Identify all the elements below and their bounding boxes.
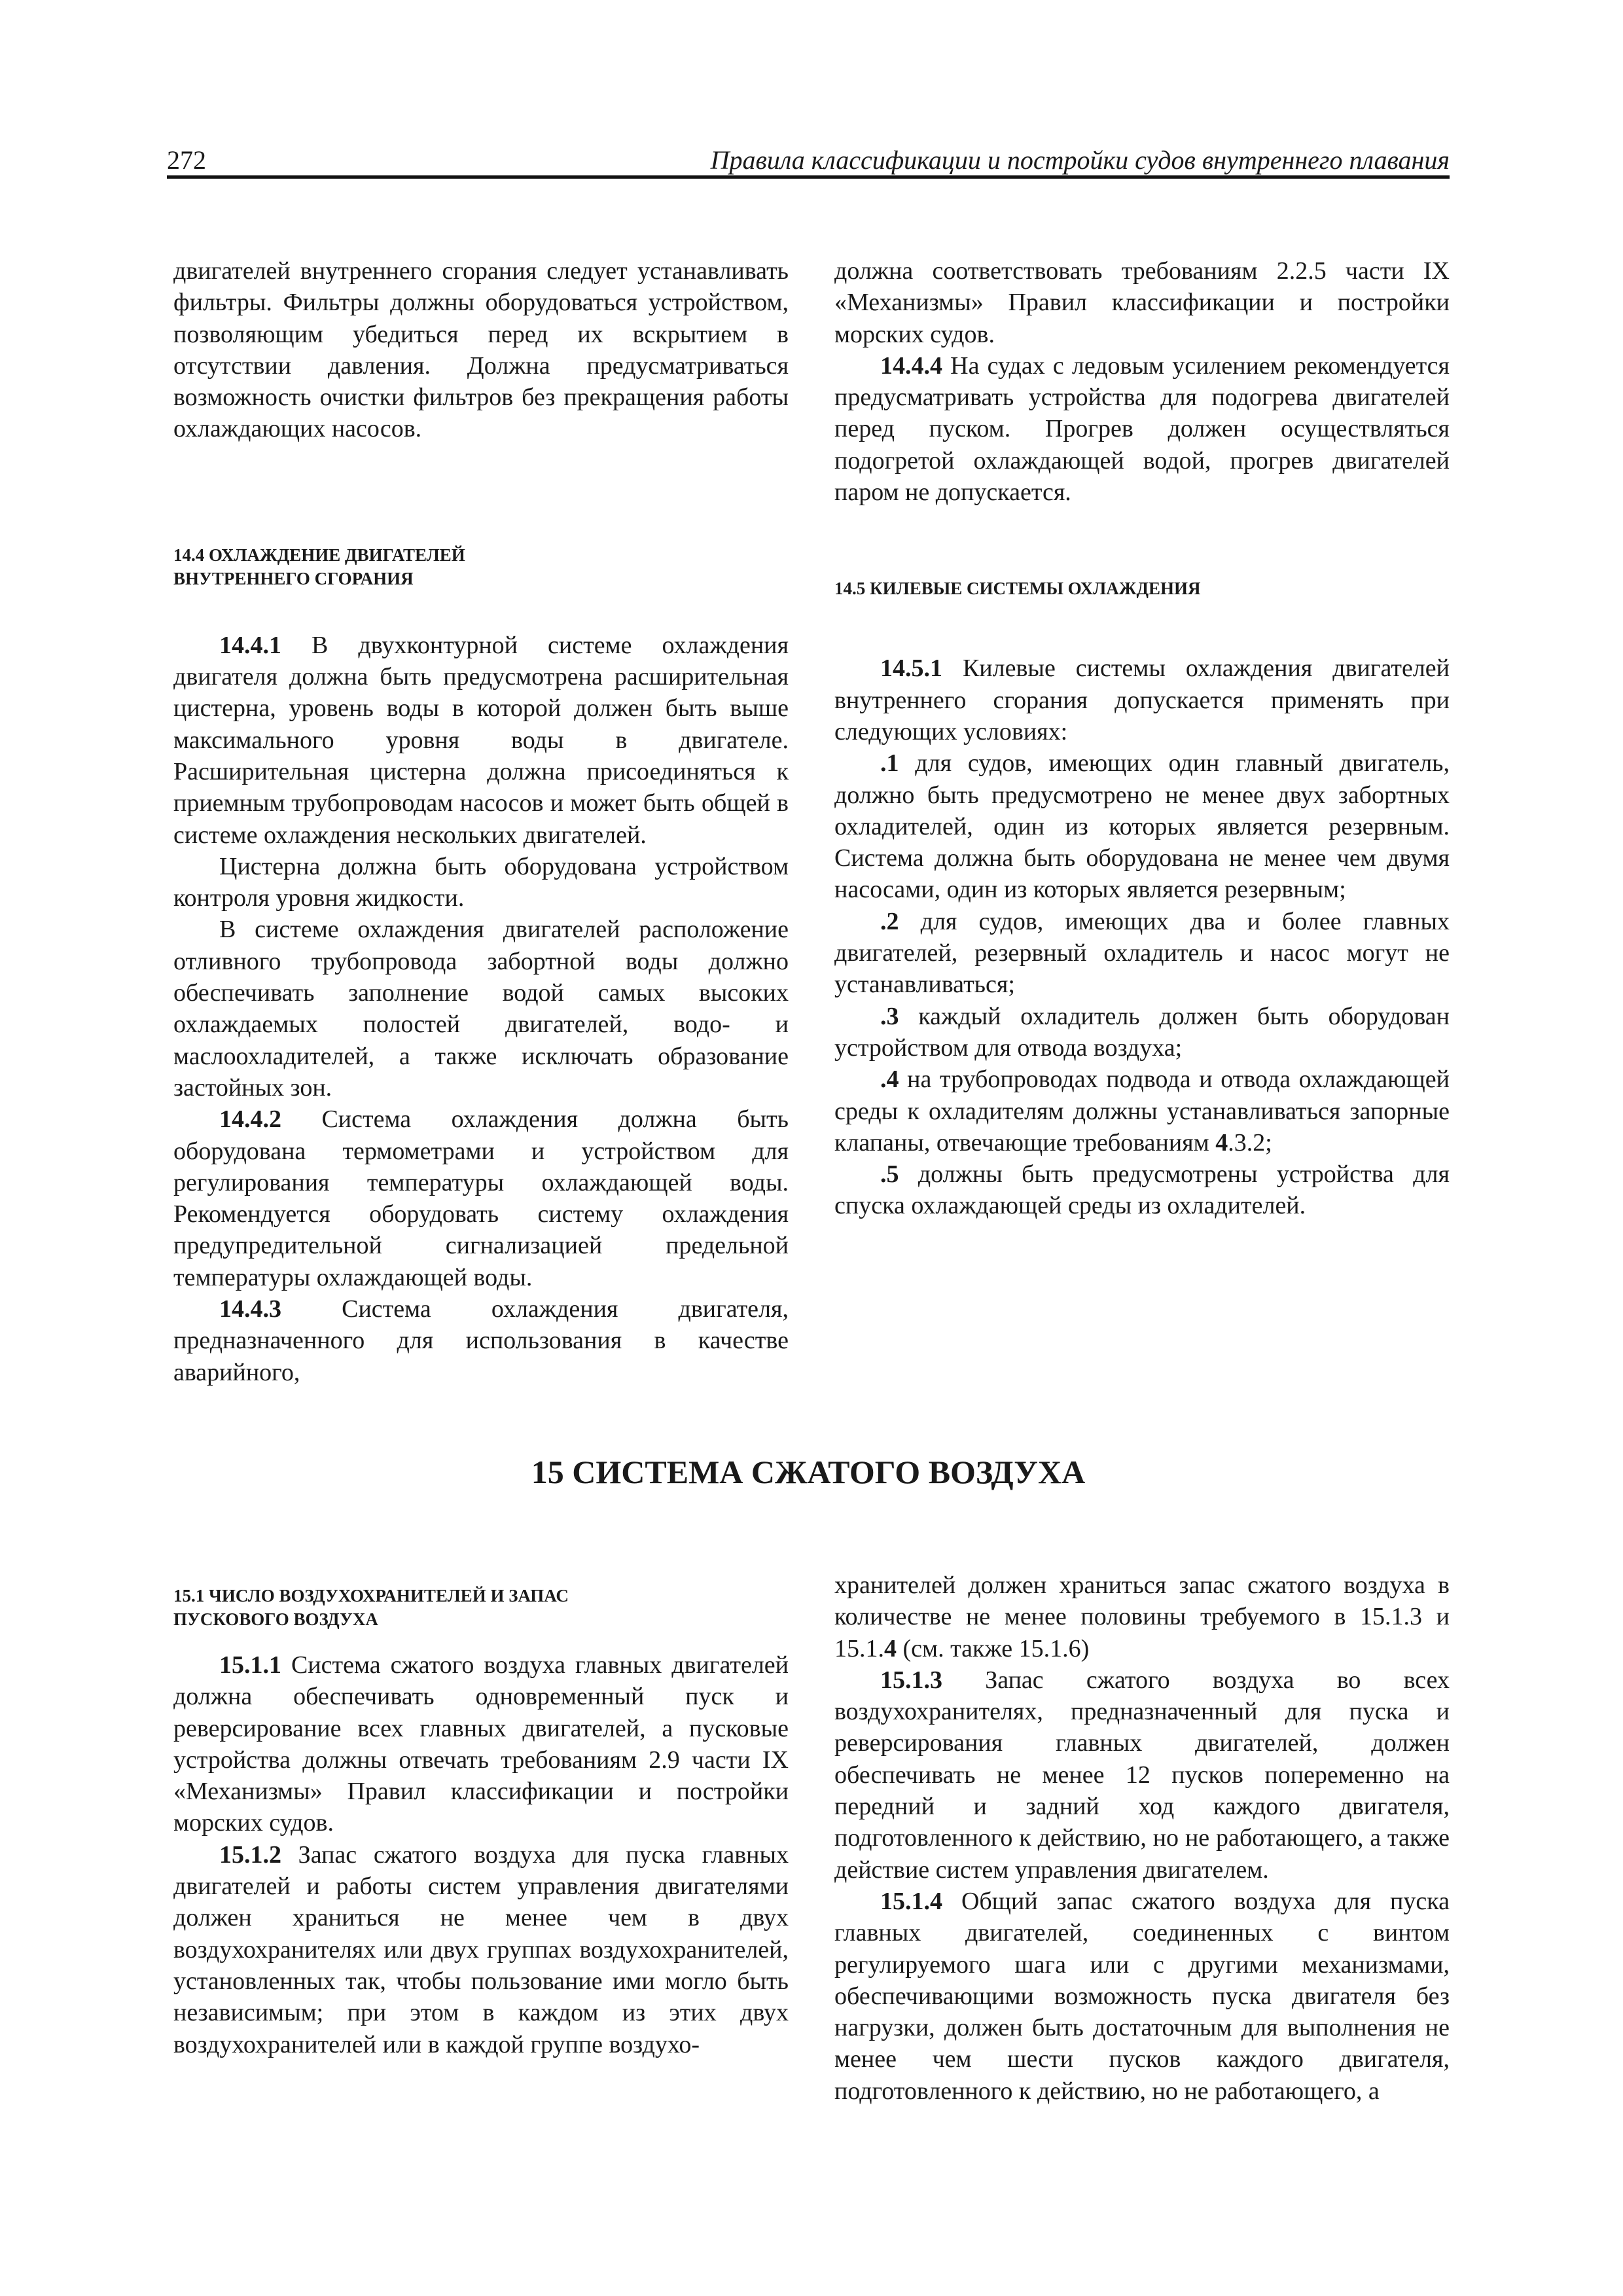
clause-text: В двухконтурной системе охлаждения двигателя должна быть предусмотрена расширительная цистерна, уровень воды в которой должен быть выше максимального уровня воды в двигателе. Расширительная цистерна должна присоединяться к приемным трубопроводам насосов и может быть общей в системе охлаждения нескольких двигателей.	[173, 631, 789, 849]
item-text: каждый охладитель должен быть оборудован устройством для отвода воздуха;	[834, 1002, 1450, 1062]
paragraph-14-5-1	[834, 653, 1450, 747]
clause-text: Система охлаждения должна быть оборудована термометрами и устройством для регулирования температуры охлаждающей воды. Рекомендуется оборудовать систему охлаждения предупредительной сигнализацией предельной температуры охлаждающей воды.	[173, 1105, 789, 1291]
clause-number: 14.4.2	[219, 1105, 281, 1134]
list-item-3	[834, 1001, 1450, 1064]
chapter-title: 15 СИСТЕМА СЖАТОГО ВОЗДУХА	[531, 1454, 1086, 1490]
item-number: .5	[880, 1160, 899, 1189]
clause-number: 14.4.4	[880, 351, 942, 380]
paragraph-15-1-1	[173, 1649, 789, 1839]
continued-paragraph: должна соответствовать требованиям 2.2.5 части IX «Механизмы» Правил классификации и постройки морских судов.	[834, 257, 1450, 348]
item-number: .4	[880, 1066, 899, 1094]
section-15-1-heading-line-2: ПУСКОВОГО ВОЗДУХА	[173, 1609, 378, 1629]
reference-bold: 4	[884, 1634, 897, 1662]
list-item-2	[834, 906, 1450, 1001]
paragraph-15-1-3	[834, 1664, 1450, 1886]
clause-text: Общий запас сжатого воздуха для пуска главных двигателей, соединенных с винтом регулируемого шага или с другими механизмами, обеспечивающими возможность пуска двигателя без нагрузки, должен быть достаточным для выполнения не менее чем шести пусков каждого двигателя, подготовленного к действию, но не работающего, а	[834, 1887, 1450, 2105]
clause-text: Система охлаждения двигателя, предназначенного для использования в качестве аварийного,	[173, 1295, 789, 1386]
section-14-5-heading: 14.5 КИЛЕВЫЕ СИСТЕМЫ ОХЛАЖДЕНИЯ	[834, 579, 1201, 599]
item-text: должны быть предусмотрены устройства для спуска охлаждающей среды из охладителей.	[834, 1160, 1450, 1220]
item-text-end: .3.2;	[1228, 1128, 1272, 1157]
continued-paragraph: двигателей внутреннего сгорания следует устанавливать фильтры. Фильтры должны оборудоваться устройством, позволяющим убедиться перед их вскрытием в отсутствии давления. Должна предусматриваться возможность очистки фильтров без прекращения работы охлаждающих насосов.	[173, 257, 789, 443]
section-14-4-heading-line-1: 14.4 ОХЛАЖДЕНИЕ ДВИГАТЕЛЕЙ	[173, 545, 465, 565]
paragraph-15-1-2	[173, 1839, 789, 2060]
paragraph-14-4-1-b: Цистерна должна быть оборудована устройством контроля уровня жидкости.	[173, 852, 789, 912]
clause-number: 15.1.1	[219, 1651, 281, 1679]
running-header	[167, 143, 1450, 178]
continued-text-end: (см. также 15.1.6)	[897, 1634, 1090, 1662]
running-title: Правила классификации и постройки судов внутреннего плавания	[710, 145, 1450, 175]
continued-paragraph	[834, 1570, 1450, 1664]
item-number: .3	[880, 1002, 899, 1030]
section-14-4-heading-line-2: ВНУТРЕННЕГО СГОРАНИЯ	[173, 568, 414, 588]
clause-number: 15.1.3	[880, 1666, 942, 1694]
paragraph-14-4-1	[173, 630, 789, 851]
item-text: на трубопроводах подвода и отвода охлаждающей среды к охладителям должны устанавливаться запорные клапаны, отвечающие требованиям	[834, 1066, 1450, 1157]
clause-number: 14.5.1	[880, 655, 942, 683]
paragraph-14-4-4	[834, 350, 1450, 508]
continued-text: хранителей должен храниться запас сжатого воздуха в количестве не менее половины требуемого в 15.1.3 и 15.1.	[834, 1571, 1450, 1662]
reference-bold: 4	[1215, 1128, 1228, 1157]
clause-number: 14.4.1	[219, 631, 281, 659]
paragraph-14-4-1-c: В системе охлаждения двигателей расположение отливного трубопровода забортной воды должно обеспечивать заполнение водой самых высоких охлаждаемых полостей двигателей, водо- и маслоохладителей, а также исключать образование застойных зон.	[173, 916, 789, 1102]
section-15-1-heading-line-1: 15.1 ЧИСЛО ВОЗДУХОХРАНИТЕЛЕЙ И ЗАПАС	[173, 1586, 569, 1605]
item-number: .1	[880, 749, 899, 778]
clause-number: 15.1.4	[880, 1887, 942, 1915]
column-top-right	[834, 255, 1450, 1222]
clause-text: Запас сжатого воздуха во всех воздухохранителях, предназначенный для пуска и реверсирования главных двигателей, должен обеспечивать не менее 12 пусков попеременно на передний и задний ход каждого двигателя, подготовленного к действию, но не работающего, а также действие систем управления двигателем.	[834, 1666, 1450, 1884]
clause-number: 14.4.3	[219, 1295, 281, 1323]
column-top-left	[173, 255, 789, 1388]
clause-number: 15.1.2	[219, 1840, 281, 1869]
clause-text: Система сжатого воздуха главных двигателей должна обеспечивать одновременный пуск и реверсирование всех главных двигателей, а пусковые устройства должны отвечать требованиям 2.9 части IX «Механизмы» Правил классификации и постройки морских судов.	[173, 1651, 789, 1837]
list-item-5	[834, 1158, 1450, 1222]
clause-text: Килевые системы охлаждения двигателей внутреннего сгорания допускается применять при следующих условиях:	[834, 655, 1450, 745]
header-rule	[167, 175, 1450, 179]
paragraph-14-4-3	[173, 1293, 789, 1388]
clause-text: На судах с ледовым усилением рекомендуется предусматривать устройства для подогрева двигателей перед пуском. Прогрев должен осуществляться подогретой охлаждающей водой, прогрев двигателей паром не допускается.	[834, 351, 1450, 507]
item-text: для судов, имеющих два и более главных двигателей, резервный охладитель и насос могут не устанавливаться;	[834, 907, 1450, 999]
item-number: .2	[880, 907, 899, 935]
column-bottom-right	[834, 1570, 1450, 2107]
paragraph-15-1-4	[834, 1886, 1450, 2107]
paragraph-14-4-2	[173, 1103, 789, 1293]
item-text: для судов, имеющих один главный двигатель, должно быть предусмотрено не менее двух забортных охладителей, один из которых является резервным. Система должна быть оборудована не менее чем двумя насосами, один из которых является резервным;	[834, 749, 1450, 904]
column-bottom-left	[173, 1584, 789, 2060]
list-item-1	[834, 747, 1450, 905]
list-item-4	[834, 1064, 1450, 1158]
page-number: 272	[167, 145, 206, 175]
clause-text: Запас сжатого воздуха для пуска главных двигателей и работы систем управления двигателями должен храниться не менее чем в двух воздухохранителях или двух группах воздухохранителей, установленных так, чтобы пользование ими могло быть независимым; при этом в каждом из этих двух воздухохранителей или в каждой группе воздухо-	[173, 1840, 789, 2058]
